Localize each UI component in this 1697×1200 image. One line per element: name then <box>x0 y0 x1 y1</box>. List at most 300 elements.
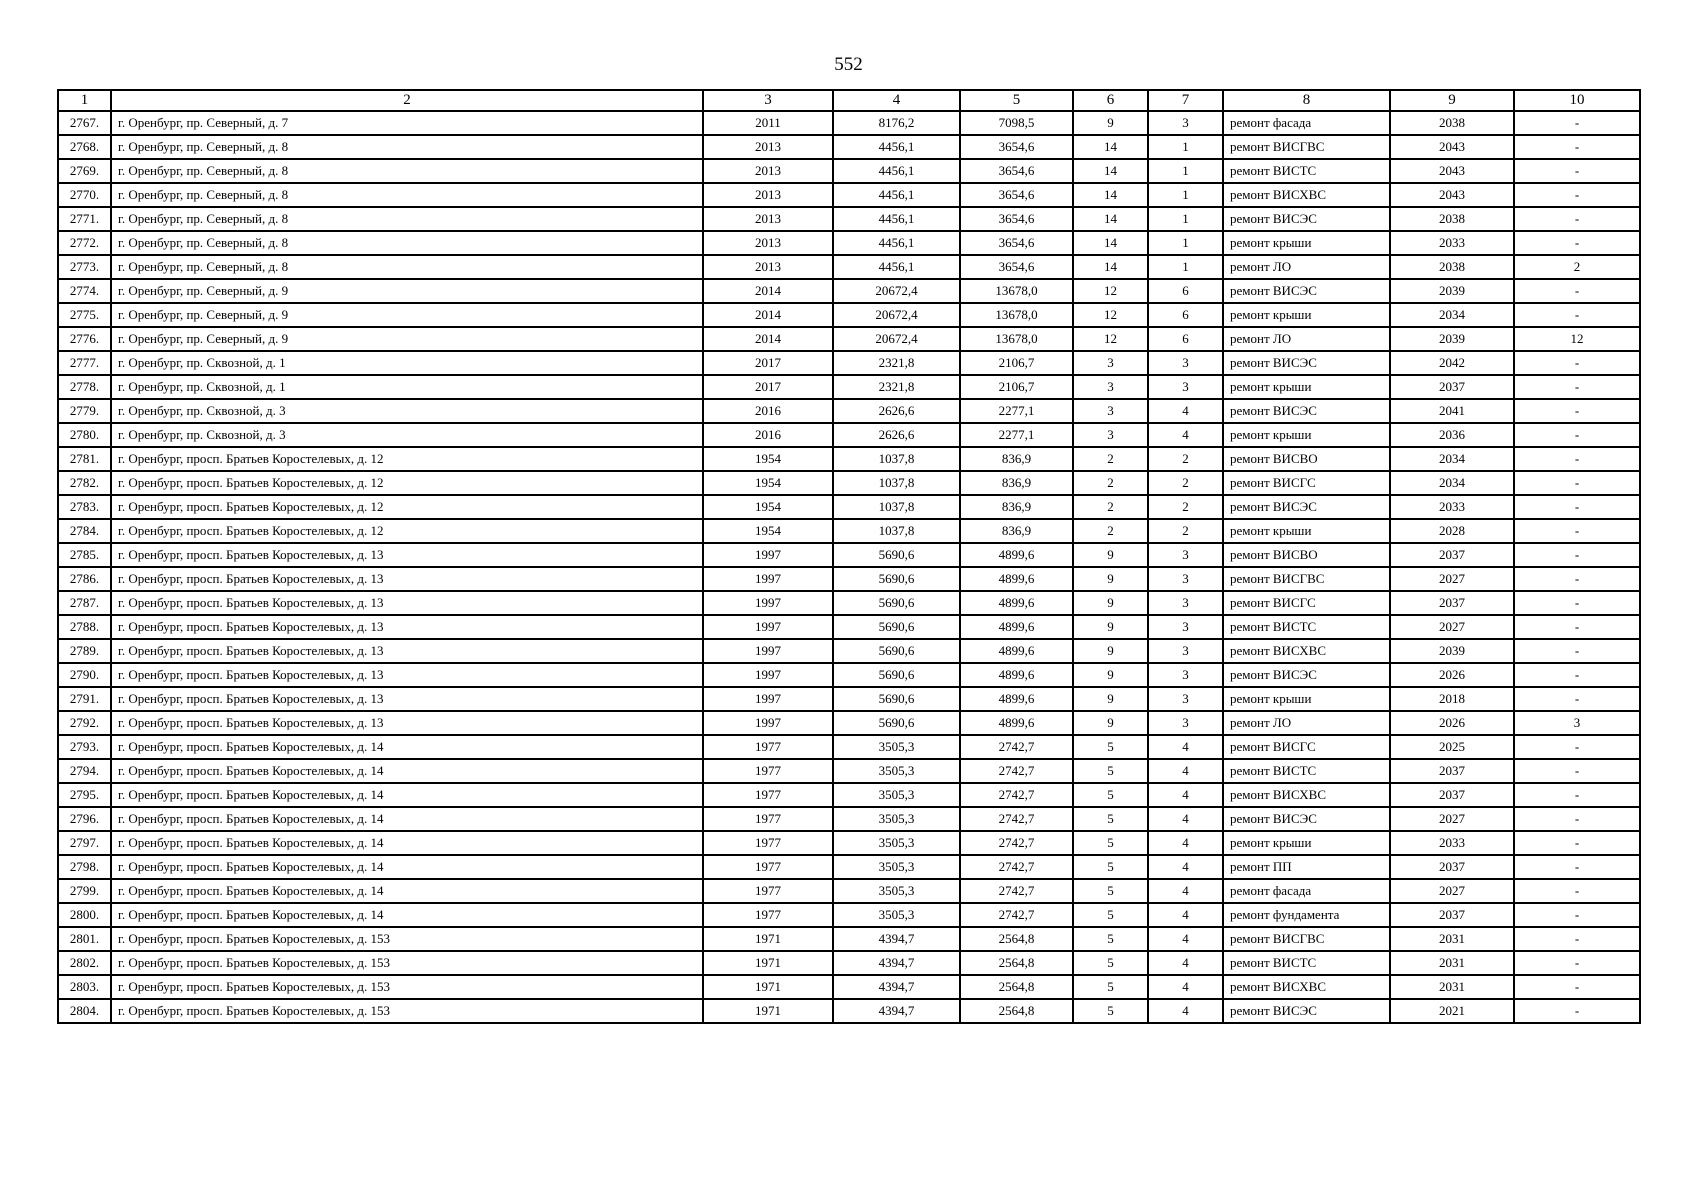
year-cell: 1971 <box>703 999 833 1023</box>
work-type-cell: ремонт ВИСГС <box>1223 735 1390 759</box>
entrances-cell: 4 <box>1148 903 1223 927</box>
plan-year-cell: 2043 <box>1390 159 1514 183</box>
year-cell: 2011 <box>703 111 833 135</box>
row-number-cell: 2787. <box>58 591 111 615</box>
row-number-cell: 2774. <box>58 279 111 303</box>
total-area-cell: 4456,1 <box>833 135 960 159</box>
table-row <box>58 255 1640 279</box>
entrances-cell: 3 <box>1148 615 1223 639</box>
plan-year-cell: 2027 <box>1390 615 1514 639</box>
total-area-cell: 5690,6 <box>833 639 960 663</box>
row-number-cell: 2801. <box>58 927 111 951</box>
entrances-cell: 4 <box>1148 999 1223 1023</box>
work-type-cell: ремонт ВИСХВС <box>1223 975 1390 999</box>
address-cell: г. Оренбург, просп. Братьев Коростелевых, д. 14 <box>111 735 703 759</box>
floors-cell: 2 <box>1073 495 1148 519</box>
living-area-cell: 2742,7 <box>960 807 1073 831</box>
plan-year-cell: 2031 <box>1390 951 1514 975</box>
year-cell: 1971 <box>703 975 833 999</box>
address-cell: г. Оренбург, пр. Северный, д. 8 <box>111 135 703 159</box>
quantity-cell: - <box>1514 735 1640 759</box>
row-number-cell: 2779. <box>58 399 111 423</box>
work-type-cell: ремонт ВИСХВС <box>1223 783 1390 807</box>
address-cell: г. Оренбург, пр. Северный, д. 8 <box>111 207 703 231</box>
entrances-cell: 1 <box>1148 231 1223 255</box>
quantity-cell: - <box>1514 183 1640 207</box>
table-row <box>58 783 1640 807</box>
row-number-cell: 2780. <box>58 423 111 447</box>
row-number-cell: 2769. <box>58 159 111 183</box>
quantity-cell: - <box>1514 615 1640 639</box>
total-area-cell: 2626,6 <box>833 423 960 447</box>
year-cell: 2017 <box>703 351 833 375</box>
total-area-cell: 3505,3 <box>833 903 960 927</box>
total-area-cell: 1037,8 <box>833 495 960 519</box>
living-area-cell: 2564,8 <box>960 975 1073 999</box>
entrances-cell: 2 <box>1148 519 1223 543</box>
plan-year-cell: 2039 <box>1390 327 1514 351</box>
year-cell: 1997 <box>703 567 833 591</box>
floors-cell: 12 <box>1073 327 1148 351</box>
entrances-cell: 6 <box>1148 303 1223 327</box>
header-cell: 4 <box>833 90 960 111</box>
row-number-cell: 2789. <box>58 639 111 663</box>
work-type-cell: ремонт крыши <box>1223 375 1390 399</box>
floors-cell: 5 <box>1073 855 1148 879</box>
row-number-cell: 2785. <box>58 543 111 567</box>
address-cell: г. Оренбург, пр. Северный, д. 9 <box>111 279 703 303</box>
entrances-cell: 4 <box>1148 399 1223 423</box>
table-row <box>58 471 1640 495</box>
work-type-cell: ремонт ВИСХВС <box>1223 183 1390 207</box>
living-area-cell: 4899,6 <box>960 711 1073 735</box>
floors-cell: 3 <box>1073 399 1148 423</box>
floors-cell: 5 <box>1073 951 1148 975</box>
floors-cell: 9 <box>1073 687 1148 711</box>
entrances-cell: 3 <box>1148 543 1223 567</box>
total-area-cell: 4394,7 <box>833 975 960 999</box>
header-cell: 3 <box>703 90 833 111</box>
floors-cell: 2 <box>1073 519 1148 543</box>
quantity-cell: - <box>1514 423 1640 447</box>
address-cell: г. Оренбург, просп. Братьев Коростелевых, д. 14 <box>111 879 703 903</box>
table-row <box>58 879 1640 903</box>
total-area-cell: 3505,3 <box>833 759 960 783</box>
table-row <box>58 615 1640 639</box>
total-area-cell: 5690,6 <box>833 687 960 711</box>
quantity-cell: - <box>1514 663 1640 687</box>
quantity-cell: - <box>1514 951 1640 975</box>
plan-year-cell: 2037 <box>1390 759 1514 783</box>
row-number-cell: 2800. <box>58 903 111 927</box>
total-area-cell: 2626,6 <box>833 399 960 423</box>
year-cell: 1977 <box>703 759 833 783</box>
entrances-cell: 3 <box>1148 687 1223 711</box>
entrances-cell: 4 <box>1148 951 1223 975</box>
floors-cell: 9 <box>1073 543 1148 567</box>
table-row <box>58 519 1640 543</box>
quantity-cell: 12 <box>1514 327 1640 351</box>
living-area-cell: 836,9 <box>960 519 1073 543</box>
living-area-cell: 3654,6 <box>960 159 1073 183</box>
floors-cell: 9 <box>1073 663 1148 687</box>
quantity-cell: - <box>1514 399 1640 423</box>
address-cell: г. Оренбург, просп. Братьев Коростелевых, д. 12 <box>111 495 703 519</box>
total-area-cell: 1037,8 <box>833 471 960 495</box>
entrances-cell: 3 <box>1148 639 1223 663</box>
table-body <box>58 111 1640 1023</box>
plan-year-cell: 2043 <box>1390 183 1514 207</box>
total-area-cell: 4456,1 <box>833 159 960 183</box>
address-cell: г. Оренбург, просп. Братьев Коростелевых, д. 12 <box>111 471 703 495</box>
row-number-cell: 2792. <box>58 711 111 735</box>
address-cell: г. Оренбург, просп. Братьев Коростелевых, д. 12 <box>111 519 703 543</box>
plan-year-cell: 2018 <box>1390 687 1514 711</box>
table-row <box>58 423 1640 447</box>
total-area-cell: 1037,8 <box>833 519 960 543</box>
quantity-cell: - <box>1514 279 1640 303</box>
living-area-cell: 2106,7 <box>960 375 1073 399</box>
quantity-cell: 3 <box>1514 711 1640 735</box>
year-cell: 1977 <box>703 879 833 903</box>
work-type-cell: ремонт ВИСЭС <box>1223 399 1390 423</box>
work-type-cell: ремонт ВИСГВС <box>1223 567 1390 591</box>
plan-year-cell: 2037 <box>1390 783 1514 807</box>
header-cell: 9 <box>1390 90 1514 111</box>
work-type-cell: ремонт фасада <box>1223 111 1390 135</box>
living-area-cell: 2742,7 <box>960 735 1073 759</box>
work-type-cell: ремонт ВИСЭС <box>1223 495 1390 519</box>
floors-cell: 5 <box>1073 783 1148 807</box>
living-area-cell: 2564,8 <box>960 927 1073 951</box>
row-number-cell: 2771. <box>58 207 111 231</box>
year-cell: 1977 <box>703 807 833 831</box>
address-cell: г. Оренбург, просп. Братьев Коростелевых, д. 13 <box>111 567 703 591</box>
table-row <box>58 999 1640 1023</box>
year-cell: 2017 <box>703 375 833 399</box>
floors-cell: 9 <box>1073 567 1148 591</box>
entrances-cell: 2 <box>1148 447 1223 471</box>
table-row <box>58 159 1640 183</box>
total-area-cell: 5690,6 <box>833 543 960 567</box>
year-cell: 2013 <box>703 183 833 207</box>
row-number-cell: 2778. <box>58 375 111 399</box>
year-cell: 2013 <box>703 207 833 231</box>
address-cell: г. Оренбург, пр. Сквозной, д. 1 <box>111 351 703 375</box>
row-number-cell: 2767. <box>58 111 111 135</box>
plan-year-cell: 2028 <box>1390 519 1514 543</box>
entrances-cell: 6 <box>1148 327 1223 351</box>
total-area-cell: 5690,6 <box>833 615 960 639</box>
plan-year-cell: 2038 <box>1390 207 1514 231</box>
total-area-cell: 4456,1 <box>833 183 960 207</box>
total-area-cell: 3505,3 <box>833 783 960 807</box>
quantity-cell: - <box>1514 927 1640 951</box>
entrances-cell: 4 <box>1148 759 1223 783</box>
row-number-cell: 2798. <box>58 855 111 879</box>
floors-cell: 5 <box>1073 879 1148 903</box>
year-cell: 2014 <box>703 303 833 327</box>
floors-cell: 5 <box>1073 831 1148 855</box>
living-area-cell: 4899,6 <box>960 543 1073 567</box>
work-type-cell: ремонт ВИСГВС <box>1223 135 1390 159</box>
quantity-cell: - <box>1514 159 1640 183</box>
address-cell: г. Оренбург, просп. Братьев Коростелевых, д. 13 <box>111 615 703 639</box>
quantity-cell: - <box>1514 903 1640 927</box>
entrances-cell: 4 <box>1148 831 1223 855</box>
total-area-cell: 4394,7 <box>833 927 960 951</box>
table-row <box>58 711 1640 735</box>
quantity-cell: - <box>1514 639 1640 663</box>
work-type-cell: ремонт ЛО <box>1223 711 1390 735</box>
plan-year-cell: 2037 <box>1390 375 1514 399</box>
work-type-cell: ремонт ВИСТС <box>1223 159 1390 183</box>
work-type-cell: ремонт ВИСГС <box>1223 591 1390 615</box>
living-area-cell: 2742,7 <box>960 903 1073 927</box>
plan-year-cell: 2034 <box>1390 447 1514 471</box>
plan-year-cell: 2031 <box>1390 927 1514 951</box>
total-area-cell: 4394,7 <box>833 999 960 1023</box>
entrances-cell: 6 <box>1148 279 1223 303</box>
table-row <box>58 543 1640 567</box>
entrances-cell: 1 <box>1148 159 1223 183</box>
work-type-cell: ремонт ВИСЭС <box>1223 807 1390 831</box>
plan-year-cell: 2038 <box>1390 111 1514 135</box>
living-area-cell: 2742,7 <box>960 831 1073 855</box>
table-row <box>58 639 1640 663</box>
address-cell: г. Оренбург, пр. Сквозной, д. 3 <box>111 399 703 423</box>
table-row <box>58 279 1640 303</box>
living-area-cell: 3654,6 <box>960 183 1073 207</box>
table-row <box>58 375 1640 399</box>
plan-year-cell: 2042 <box>1390 351 1514 375</box>
table-row <box>58 351 1640 375</box>
row-number-cell: 2793. <box>58 735 111 759</box>
table-row <box>58 207 1640 231</box>
floors-cell: 14 <box>1073 231 1148 255</box>
quantity-cell: - <box>1514 999 1640 1023</box>
quantity-cell: - <box>1514 543 1640 567</box>
row-number-cell: 2773. <box>58 255 111 279</box>
total-area-cell: 20672,4 <box>833 327 960 351</box>
living-area-cell: 2742,7 <box>960 855 1073 879</box>
header-cell: 1 <box>58 90 111 111</box>
header-cell: 10 <box>1514 90 1640 111</box>
table-row <box>58 951 1640 975</box>
living-area-cell: 3654,6 <box>960 207 1073 231</box>
quantity-cell: - <box>1514 495 1640 519</box>
year-cell: 1977 <box>703 831 833 855</box>
living-area-cell: 4899,6 <box>960 615 1073 639</box>
row-number-cell: 2777. <box>58 351 111 375</box>
address-cell: г. Оренбург, просп. Братьев Коростелевых, д. 14 <box>111 831 703 855</box>
work-type-cell: ремонт ЛО <box>1223 327 1390 351</box>
living-area-cell: 4899,6 <box>960 591 1073 615</box>
entrances-cell: 4 <box>1148 423 1223 447</box>
header-cell: 8 <box>1223 90 1390 111</box>
work-type-cell: ремонт ВИСГВС <box>1223 927 1390 951</box>
entrances-cell: 4 <box>1148 783 1223 807</box>
plan-year-cell: 2037 <box>1390 591 1514 615</box>
entrances-cell: 1 <box>1148 255 1223 279</box>
work-type-cell: ремонт крыши <box>1223 423 1390 447</box>
row-number-cell: 2782. <box>58 471 111 495</box>
floors-cell: 2 <box>1073 447 1148 471</box>
quantity-cell: - <box>1514 231 1640 255</box>
row-number-cell: 2804. <box>58 999 111 1023</box>
plan-year-cell: 2033 <box>1390 831 1514 855</box>
address-cell: г. Оренбург, просп. Братьев Коростелевых, д. 13 <box>111 591 703 615</box>
work-type-cell: ремонт ВИСВО <box>1223 543 1390 567</box>
floors-cell: 14 <box>1073 183 1148 207</box>
living-area-cell: 13678,0 <box>960 327 1073 351</box>
page-number: 552 <box>834 54 863 75</box>
year-cell: 1997 <box>703 663 833 687</box>
living-area-cell: 3654,6 <box>960 231 1073 255</box>
work-type-cell: ремонт крыши <box>1223 831 1390 855</box>
work-type-cell: ремонт крыши <box>1223 519 1390 543</box>
year-cell: 1997 <box>703 687 833 711</box>
floors-cell: 12 <box>1073 279 1148 303</box>
address-cell: г. Оренбург, просп. Братьев Коростелевых, д. 13 <box>111 639 703 663</box>
plan-year-cell: 2037 <box>1390 903 1514 927</box>
table-row <box>58 327 1640 351</box>
year-cell: 1997 <box>703 591 833 615</box>
row-number-cell: 2776. <box>58 327 111 351</box>
table-row <box>58 807 1640 831</box>
work-type-cell: ремонт крыши <box>1223 687 1390 711</box>
work-type-cell: ремонт ЛО <box>1223 255 1390 279</box>
floors-cell: 5 <box>1073 735 1148 759</box>
total-area-cell: 3505,3 <box>833 735 960 759</box>
address-cell: г. Оренбург, пр. Северный, д. 9 <box>111 303 703 327</box>
row-number-cell: 2794. <box>58 759 111 783</box>
address-cell: г. Оренбург, пр. Северный, д. 7 <box>111 111 703 135</box>
row-number-cell: 2786. <box>58 567 111 591</box>
quantity-cell: - <box>1514 447 1640 471</box>
floors-cell: 14 <box>1073 255 1148 279</box>
row-number-cell: 2768. <box>58 135 111 159</box>
total-area-cell: 5690,6 <box>833 591 960 615</box>
entrances-cell: 3 <box>1148 111 1223 135</box>
table-row <box>58 735 1640 759</box>
living-area-cell: 4899,6 <box>960 567 1073 591</box>
table-row <box>58 567 1640 591</box>
entrances-cell: 4 <box>1148 975 1223 999</box>
floors-cell: 14 <box>1073 135 1148 159</box>
year-cell: 1971 <box>703 951 833 975</box>
total-area-cell: 5690,6 <box>833 711 960 735</box>
address-cell: г. Оренбург, просп. Братьев Коростелевых, д. 153 <box>111 975 703 999</box>
row-number-cell: 2784. <box>58 519 111 543</box>
quantity-cell: - <box>1514 831 1640 855</box>
row-number-cell: 2775. <box>58 303 111 327</box>
quantity-cell: - <box>1514 303 1640 327</box>
total-area-cell: 4456,1 <box>833 207 960 231</box>
table-row <box>58 591 1640 615</box>
year-cell: 2013 <box>703 135 833 159</box>
row-number-cell: 2803. <box>58 975 111 999</box>
address-cell: г. Оренбург, пр. Северный, д. 8 <box>111 183 703 207</box>
quantity-cell: - <box>1514 879 1640 903</box>
living-area-cell: 13678,0 <box>960 279 1073 303</box>
floors-cell: 9 <box>1073 591 1148 615</box>
living-area-cell: 2742,7 <box>960 783 1073 807</box>
plan-year-cell: 2039 <box>1390 639 1514 663</box>
total-area-cell: 3505,3 <box>833 879 960 903</box>
table-row <box>58 927 1640 951</box>
year-cell: 2013 <box>703 231 833 255</box>
year-cell: 2014 <box>703 327 833 351</box>
living-area-cell: 2742,7 <box>960 759 1073 783</box>
floors-cell: 9 <box>1073 639 1148 663</box>
row-number-cell: 2781. <box>58 447 111 471</box>
work-type-cell: ремонт фундамента <box>1223 903 1390 927</box>
living-area-cell: 2277,1 <box>960 423 1073 447</box>
total-area-cell: 20672,4 <box>833 279 960 303</box>
year-cell: 2014 <box>703 279 833 303</box>
floors-cell: 5 <box>1073 807 1148 831</box>
floors-cell: 9 <box>1073 615 1148 639</box>
quantity-cell: 2 <box>1514 255 1640 279</box>
plan-year-cell: 2034 <box>1390 303 1514 327</box>
header-cell: 2 <box>111 90 703 111</box>
plan-year-cell: 2031 <box>1390 975 1514 999</box>
total-area-cell: 8176,2 <box>833 111 960 135</box>
work-type-cell: ремонт ПП <box>1223 855 1390 879</box>
table-row <box>58 111 1640 135</box>
total-area-cell: 4456,1 <box>833 231 960 255</box>
work-type-cell: ремонт ВИСТС <box>1223 951 1390 975</box>
entrances-cell: 3 <box>1148 567 1223 591</box>
work-type-cell: ремонт ВИСЭС <box>1223 207 1390 231</box>
address-cell: г. Оренбург, просп. Братьев Коростелевых, д. 153 <box>111 999 703 1023</box>
year-cell: 1997 <box>703 711 833 735</box>
year-cell: 1954 <box>703 519 833 543</box>
work-type-cell: ремонт ВИСЭС <box>1223 351 1390 375</box>
plan-year-cell: 2043 <box>1390 135 1514 159</box>
quantity-cell: - <box>1514 135 1640 159</box>
address-cell: г. Оренбург, просп. Братьев Коростелевых, д. 153 <box>111 951 703 975</box>
floors-cell: 3 <box>1073 423 1148 447</box>
total-area-cell: 1037,8 <box>833 447 960 471</box>
year-cell: 1971 <box>703 927 833 951</box>
year-cell: 1954 <box>703 471 833 495</box>
floors-cell: 5 <box>1073 999 1148 1023</box>
floors-cell: 2 <box>1073 471 1148 495</box>
header-row <box>58 90 1640 111</box>
table-row <box>58 663 1640 687</box>
total-area-cell: 5690,6 <box>833 567 960 591</box>
living-area-cell: 2106,7 <box>960 351 1073 375</box>
plan-year-cell: 2027 <box>1390 879 1514 903</box>
row-number-cell: 2795. <box>58 783 111 807</box>
entrances-cell: 2 <box>1148 495 1223 519</box>
entrances-cell: 3 <box>1148 375 1223 399</box>
address-cell: г. Оренбург, пр. Северный, д. 8 <box>111 231 703 255</box>
row-number-cell: 2796. <box>58 807 111 831</box>
total-area-cell: 2321,8 <box>833 351 960 375</box>
address-cell: г. Оренбург, пр. Сквозной, д. 1 <box>111 375 703 399</box>
floors-cell: 5 <box>1073 927 1148 951</box>
table-row <box>58 183 1640 207</box>
plan-year-cell: 2021 <box>1390 999 1514 1023</box>
address-cell: г. Оренбург, пр. Северный, д. 9 <box>111 327 703 351</box>
floors-cell: 5 <box>1073 903 1148 927</box>
year-cell: 2016 <box>703 399 833 423</box>
entrances-cell: 3 <box>1148 351 1223 375</box>
total-area-cell: 3505,3 <box>833 807 960 831</box>
